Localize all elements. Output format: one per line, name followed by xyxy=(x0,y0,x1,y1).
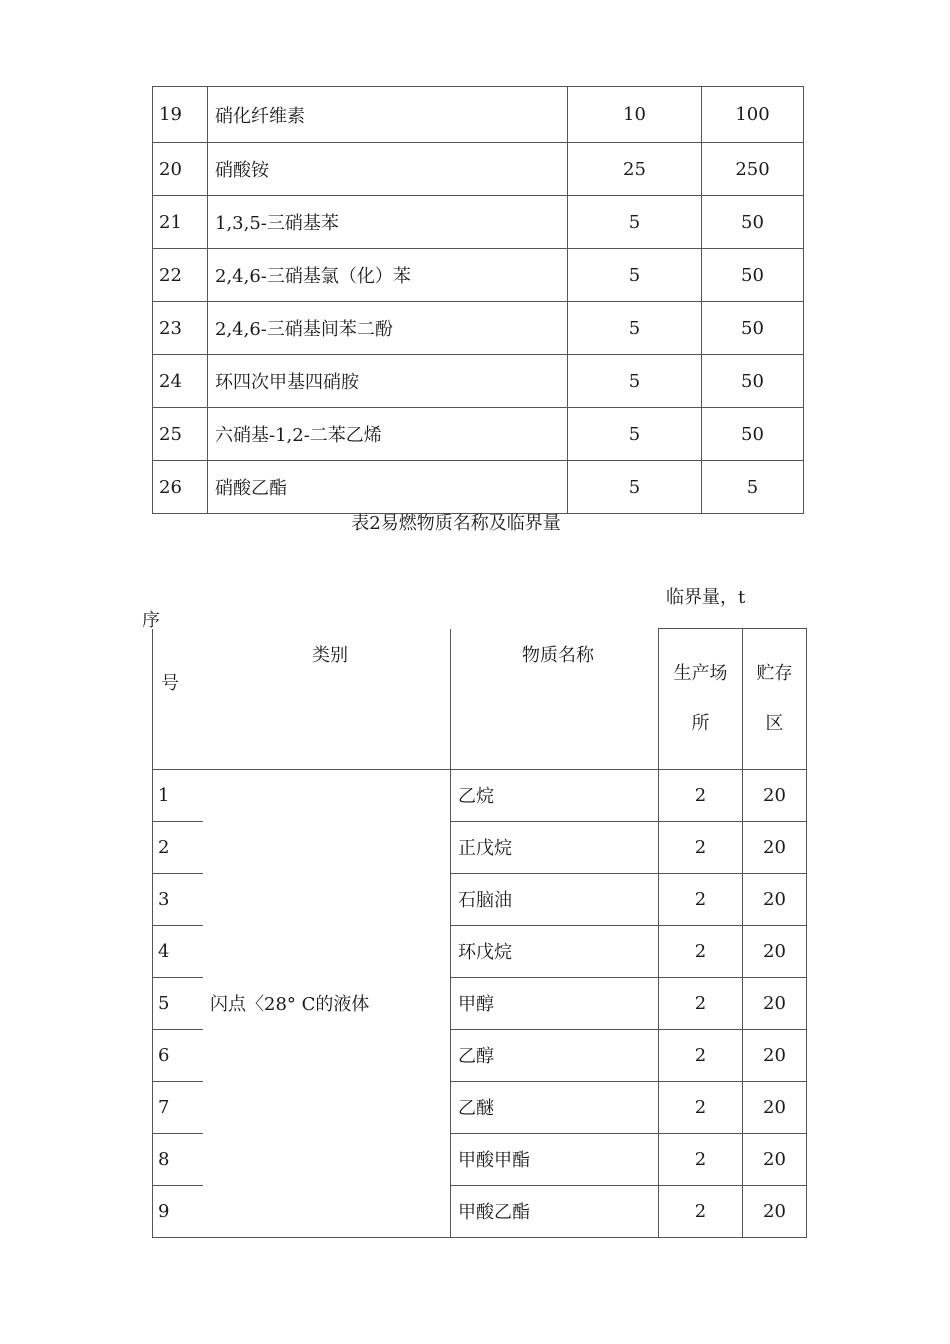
row-number: 22 xyxy=(153,249,208,302)
row-number: 20 xyxy=(153,143,208,196)
critical-quantity-1: 10 xyxy=(568,87,702,143)
critical-quantity-1: 25 xyxy=(568,143,702,196)
substance-name: 环戊烷 xyxy=(451,925,659,977)
row-number: 2 xyxy=(153,821,204,873)
critical-quantity-unit: 临界量，t xyxy=(666,587,746,608)
header-production-line2: 所 xyxy=(691,712,710,734)
storage-area-quantity: 20 xyxy=(743,925,807,977)
storage-area-quantity: 20 xyxy=(743,769,807,821)
storage-area-quantity: 20 xyxy=(743,1185,807,1237)
table2-header-row xyxy=(153,629,807,770)
row-number: 6 xyxy=(153,1029,204,1081)
storage-area-quantity: 20 xyxy=(743,1133,807,1185)
storage-area-quantity: 20 xyxy=(743,1081,807,1133)
production-site-quantity: 2 xyxy=(659,1133,743,1185)
critical-quantity-2: 50 xyxy=(702,355,804,408)
substance-name: 1,3,5-三硝基苯 xyxy=(208,196,568,249)
critical-quantity-2: 100 xyxy=(702,87,804,143)
row-number: 26 xyxy=(153,461,208,514)
table-row xyxy=(153,408,804,461)
header-no: 号 xyxy=(153,629,204,770)
row-number: 24 xyxy=(153,355,208,408)
critical-quantity-2: 50 xyxy=(702,302,804,355)
row-number: 23 xyxy=(153,302,208,355)
category-cell: 闪点〈28° C的液体 xyxy=(203,769,451,1237)
header-substance: 物质名称 xyxy=(451,629,659,770)
substance-name: 2,4,6-三硝基间苯二酚 xyxy=(208,302,568,355)
row-number: 25 xyxy=(153,408,208,461)
storage-area-quantity: 20 xyxy=(743,1029,807,1081)
header-no-top: 序 xyxy=(142,610,160,631)
header-storage-line2: 区 xyxy=(765,712,784,734)
row-number: 5 xyxy=(153,977,204,1029)
table-row xyxy=(153,461,804,514)
substance-name: 硝酸乙酯 xyxy=(208,461,568,514)
substance-name: 乙醇 xyxy=(451,1029,659,1081)
row-number: 1 xyxy=(153,769,204,821)
production-site-quantity: 2 xyxy=(659,1081,743,1133)
header-storage xyxy=(743,629,807,770)
explosives-table xyxy=(152,86,804,514)
row-number: 4 xyxy=(153,925,204,977)
critical-quantity-1: 5 xyxy=(568,249,702,302)
critical-quantity-2: 250 xyxy=(702,143,804,196)
substance-name: 乙烷 xyxy=(451,769,659,821)
table2-caption: 表2易燃物质名称及临界量 xyxy=(351,513,561,534)
production-site-quantity: 2 xyxy=(659,977,743,1029)
substance-name: 环四次甲基四硝胺 xyxy=(208,355,568,408)
storage-area-quantity: 20 xyxy=(743,873,807,925)
substance-name: 正戊烷 xyxy=(451,821,659,873)
critical-quantity-2: 50 xyxy=(702,249,804,302)
header-production xyxy=(659,629,743,770)
row-number: 8 xyxy=(153,1133,204,1185)
substance-name: 石脑油 xyxy=(451,873,659,925)
substance-name: 六硝基-1,2-二苯乙烯 xyxy=(208,408,568,461)
header-production-line1: 生产场 xyxy=(673,662,728,684)
critical-quantity-1: 5 xyxy=(568,408,702,461)
row-number: 7 xyxy=(153,1081,204,1133)
production-site-quantity: 2 xyxy=(659,873,743,925)
substance-name: 2,4,6-三硝基氯（化）苯 xyxy=(208,249,568,302)
production-site-quantity: 2 xyxy=(659,925,743,977)
table-row xyxy=(153,355,804,408)
storage-area-quantity: 20 xyxy=(743,977,807,1029)
production-site-quantity: 2 xyxy=(659,821,743,873)
substance-name: 甲酸甲酯 xyxy=(451,1133,659,1185)
critical-quantity-1: 5 xyxy=(568,196,702,249)
production-site-quantity: 2 xyxy=(659,1029,743,1081)
substance-name: 硝酸铵 xyxy=(208,143,568,196)
table-row xyxy=(153,302,804,355)
header-storage-line1: 贮存 xyxy=(756,662,793,684)
table-row xyxy=(153,249,804,302)
substance-name: 乙醚 xyxy=(451,1081,659,1133)
header-category: 类别 xyxy=(203,629,451,770)
row-number: 3 xyxy=(153,873,204,925)
substance-name: 甲醇 xyxy=(451,977,659,1029)
flammable-substances-table xyxy=(152,628,807,1238)
row-number: 9 xyxy=(153,1185,204,1237)
row-number: 21 xyxy=(153,196,208,249)
substance-name: 甲酸乙酯 xyxy=(451,1185,659,1237)
production-site-quantity: 2 xyxy=(659,1185,743,1237)
critical-quantity-2: 5 xyxy=(702,461,804,514)
production-site-quantity: 2 xyxy=(659,769,743,821)
critical-quantity-2: 50 xyxy=(702,196,804,249)
substance-name: 硝化纤维素 xyxy=(208,87,568,143)
critical-quantity-2: 50 xyxy=(702,408,804,461)
table-row xyxy=(153,143,804,196)
critical-quantity-1: 5 xyxy=(568,302,702,355)
table-row xyxy=(153,196,804,249)
storage-area-quantity: 20 xyxy=(743,821,807,873)
critical-quantity-1: 5 xyxy=(568,461,702,514)
row-number: 19 xyxy=(153,87,208,143)
table-row xyxy=(153,769,807,821)
critical-quantity-1: 5 xyxy=(568,355,702,408)
table-row xyxy=(153,87,804,143)
